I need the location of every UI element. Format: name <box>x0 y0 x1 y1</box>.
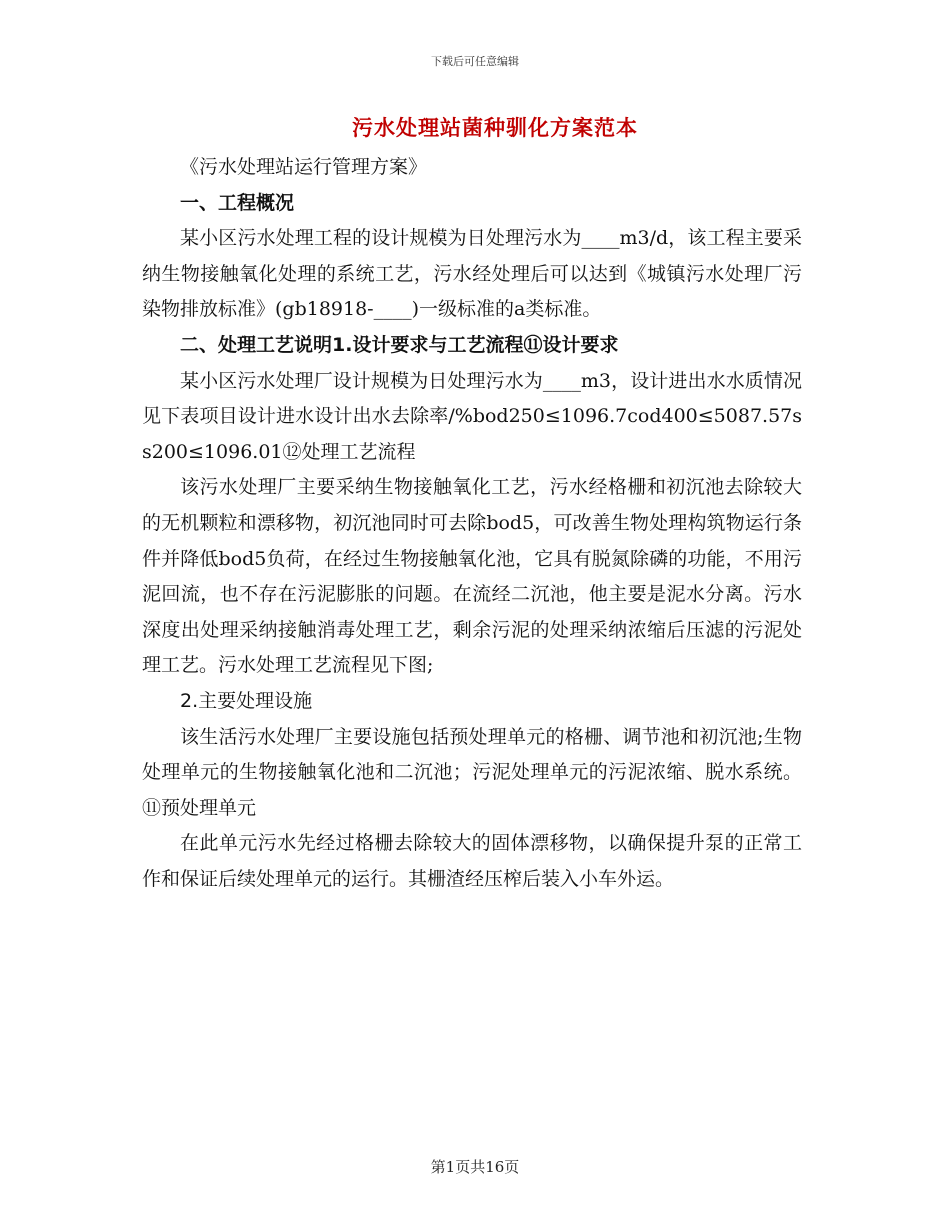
document-body <box>142 150 802 897</box>
section-1-paragraph: 某小区污水处理工程的设计规模为日处理污水为____m3/d，该工程主要采纳生物接触氧化处理的系统工艺，污水经处理后可以达到《城镇污水处理厂污染物排放标准》(gb18918-____)一级标准的a类标准。 <box>142 227 802 321</box>
document-subtitle: 《污水处理站运行管理方案》 <box>180 156 428 178</box>
pretreatment-paragraph: 在此单元污水先经过格栅去除较大的固体漂移物，以确保提升泵的正常工作和保证后续处理单元的运行。其栅渣经压榨后装入小车外运。 <box>142 832 802 890</box>
section-1-heading: 一、工程概况 <box>180 191 295 214</box>
section-2-paragraph: 某小区污水处理厂设计规模为日处理污水为____m3，设计进出水水质情况见下表项目设计进水设计出水去除率/%bod250≤1096.7cod400≤5087.57ss200≤1096.01⑫处理工艺流程 <box>142 369 802 463</box>
process-paragraph: 该污水处理厂主要采纳生物接触氧化工艺，污水经格栅和初沉池去除较大的无机颗粒和漂移物，初沉池同时可去除bod5，可改善生物处理构筑物运行条件并降低bod5负荷，在经过生物接触氧化池，它具有脱氮除磷的功能，不用污泥回流，也不存在污泥膨胀的问题。在流经二沉池，他主要是泥水分离。污水深度出处理采纳接触消毒处理工艺，剩余污泥的处理采纳浓缩后压滤的污泥处理工艺。污水处理工艺流程见下图; <box>142 476 802 677</box>
page-number: 第1页共16页 <box>430 1158 520 1176</box>
section-2-heading: 二、处理工艺说明1.设计要求与工艺流程⑪设计要求 <box>180 333 619 356</box>
document-title: 污水处理站菌种驯化方案范本 <box>352 116 638 140</box>
facilities-paragraph: 该生活污水处理厂主要设施包括预处理单元的格栅、调节池和初沉池;生物处理单元的生物接触氧化池和二沉池；污泥处理单元的污泥浓缩、脱水系统。⑪预处理单元 <box>142 725 802 819</box>
header-note: 下载后可任意编辑 <box>431 55 519 68</box>
facilities-heading: 2.主要处理设施 <box>180 689 313 712</box>
